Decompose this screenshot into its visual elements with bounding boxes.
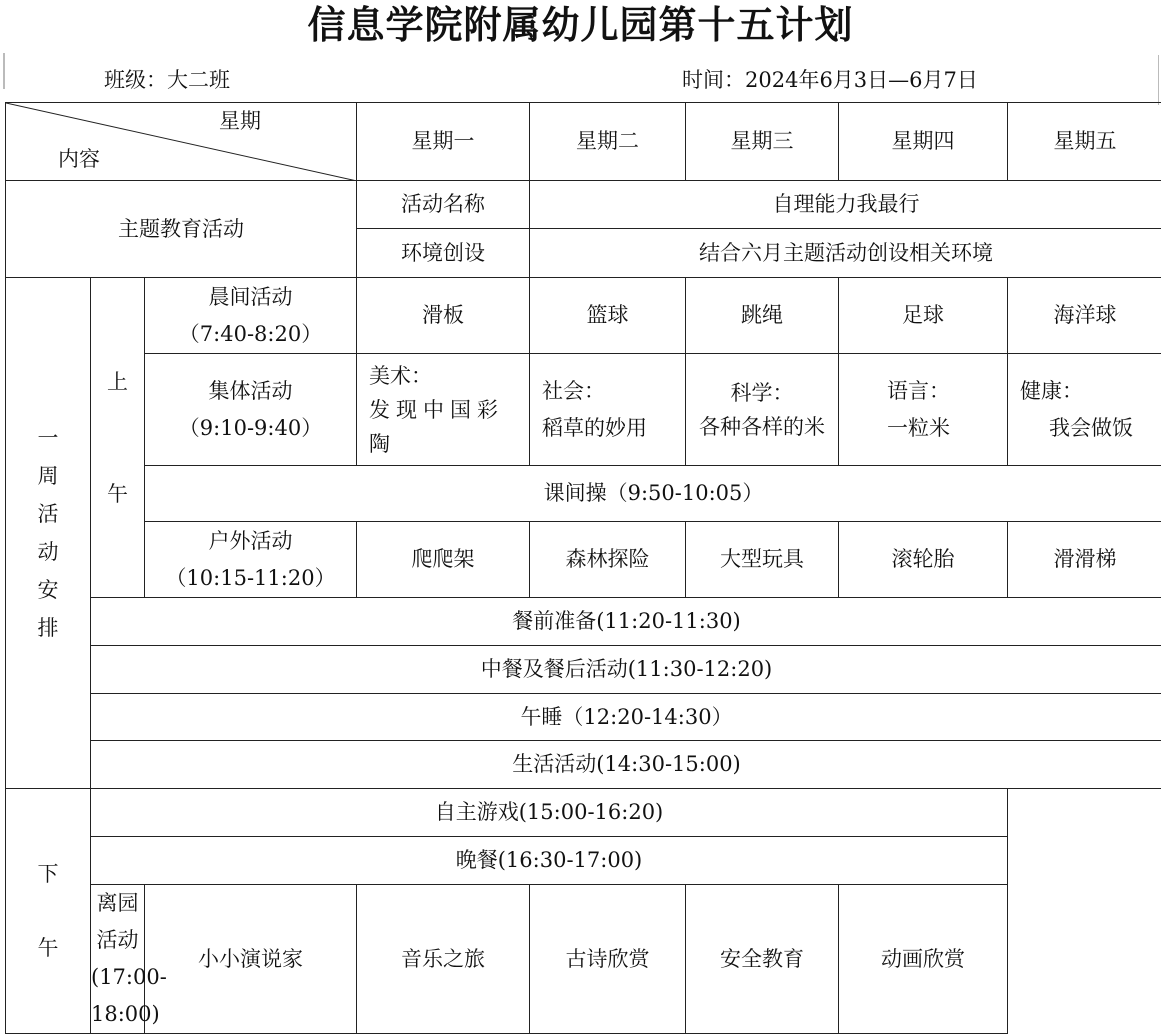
afternoon-text: 下午 bbox=[37, 837, 59, 985]
morning-label bbox=[91, 278, 145, 598]
dinner-row bbox=[6, 837, 1161, 885]
departure-activity-row bbox=[6, 885, 1161, 1034]
environment-value: 结合六月主题活动创设相关环境 bbox=[530, 229, 1161, 278]
corner-header-cell bbox=[6, 103, 357, 181]
morning-activity-wed: 跳绳 bbox=[686, 278, 839, 354]
life-activity-row bbox=[6, 741, 1161, 789]
group-activity-mon-subject: 美术： bbox=[369, 359, 529, 393]
week-arrangement-label bbox=[6, 278, 91, 789]
departure-activity-wed: 古诗欣赏 bbox=[530, 885, 686, 1034]
morning-activity-fri: 海洋球 bbox=[1008, 278, 1161, 354]
departure-activity-name: 离园活动 bbox=[91, 885, 144, 959]
group-activity-mon bbox=[357, 354, 530, 466]
schedule-table bbox=[5, 102, 1161, 1034]
morning-activity-time: （7:40-8:20） bbox=[145, 316, 356, 353]
group-activity-fri-subject: 健康： bbox=[1020, 373, 1161, 410]
departure-activity-fri: 动画欣赏 bbox=[839, 885, 1008, 1034]
departure-activity-time: (17:00-18:00) bbox=[91, 959, 144, 1033]
environment-label: 环境创设 bbox=[357, 229, 530, 278]
day-header-tue: 星期二 bbox=[530, 103, 686, 181]
morning-activity-mon: 滑板 bbox=[357, 278, 530, 354]
outdoor-activity-row bbox=[6, 522, 1161, 598]
group-activity-row bbox=[6, 354, 1161, 466]
group-activity-mon-topic: 发现中国彩陶 bbox=[369, 393, 519, 461]
header-row bbox=[6, 103, 1161, 181]
group-activity-wed-subject: 科学： bbox=[686, 376, 838, 410]
group-activity-time: （9:10-9:40） bbox=[145, 410, 356, 447]
day-header-wed: 星期三 bbox=[686, 103, 839, 181]
break-exercise-row bbox=[6, 466, 1161, 522]
theme-label: 主题教育活动 bbox=[6, 181, 357, 278]
page-title: 信息学院附属幼儿园第十五计划 bbox=[0, 0, 1161, 50]
group-activity-name: 集体活动 bbox=[145, 373, 356, 410]
activity-name-label: 活动名称 bbox=[357, 181, 530, 229]
departure-activity-thu: 安全教育 bbox=[686, 885, 839, 1034]
nap-row bbox=[6, 694, 1161, 741]
group-activity-thu bbox=[839, 354, 1008, 466]
group-activity-tue bbox=[530, 354, 686, 466]
morning-activity-thu: 足球 bbox=[839, 278, 1008, 354]
border-stub-left bbox=[3, 53, 5, 89]
corner-weekday-label: 星期 bbox=[219, 107, 261, 135]
life-activity: 生活活动(14:30-15:00) bbox=[91, 741, 1161, 789]
free-play: 自主游戏(15:00-16:20) bbox=[91, 789, 1008, 837]
lunch-row bbox=[6, 646, 1161, 694]
group-activity-label bbox=[145, 354, 357, 466]
group-activity-tue-topic: 稻草的妙用 bbox=[542, 410, 685, 447]
day-header-fri: 星期五 bbox=[1008, 103, 1161, 181]
group-activity-fri-topic: 我会做饭 bbox=[1020, 410, 1161, 447]
outdoor-activity-time: （10:15-11:20） bbox=[145, 560, 356, 597]
class-info: 班级：大二班 bbox=[104, 66, 230, 94]
break-exercise: 课间操（9:50-10:05） bbox=[145, 466, 1161, 522]
outdoor-activity-label bbox=[145, 522, 357, 598]
outdoor-activity-wed: 大型玩具 bbox=[686, 522, 839, 598]
departure-activity-tue: 音乐之旅 bbox=[357, 885, 530, 1034]
departure-activity-label bbox=[91, 885, 145, 1034]
morning-text: 上午 bbox=[107, 326, 129, 550]
morning-activity-name: 晨间活动 bbox=[145, 279, 356, 316]
morning-activity-row bbox=[6, 278, 1161, 354]
outdoor-activity-fri: 滑滑梯 bbox=[1008, 522, 1161, 598]
departure-activity-mon: 小小演说家 bbox=[145, 885, 357, 1034]
morning-activity-tue: 篮球 bbox=[530, 278, 686, 354]
outdoor-activity-thu: 滚轮胎 bbox=[839, 522, 1008, 598]
group-activity-tue-subject: 社会： bbox=[542, 373, 685, 410]
group-activity-wed bbox=[686, 354, 839, 466]
morning-activity-label bbox=[145, 278, 357, 354]
border-stub-right bbox=[1158, 55, 1159, 105]
date-info: 时间：2024年6月3日—6月7日 bbox=[682, 66, 978, 94]
outdoor-activity-tue: 森林探险 bbox=[530, 522, 686, 598]
week-arrangement-text: 一周活动安排 bbox=[37, 419, 59, 647]
nap: 午睡（12:20-14:30） bbox=[91, 694, 1161, 741]
theme-row-name bbox=[6, 181, 1161, 229]
outdoor-activity-mon: 爬爬架 bbox=[357, 522, 530, 598]
dinner: 晚餐(16:30-17:00) bbox=[91, 837, 1008, 885]
activity-name-value: 自理能力我最行 bbox=[530, 181, 1161, 229]
pre-meal-row bbox=[6, 598, 1161, 646]
group-activity-wed-topic: 各种各样的米 bbox=[697, 410, 827, 444]
outdoor-activity-name: 户外活动 bbox=[145, 523, 356, 560]
afternoon-label bbox=[6, 789, 91, 1034]
free-play-row bbox=[6, 789, 1161, 837]
corner-content-label: 内容 bbox=[58, 145, 100, 173]
day-header-mon: 星期一 bbox=[357, 103, 530, 181]
lunch: 中餐及餐后活动(11:30-12:20) bbox=[91, 646, 1161, 694]
group-activity-thu-subject: 语言： bbox=[887, 373, 1007, 410]
day-header-thu: 星期四 bbox=[839, 103, 1008, 181]
group-activity-thu-topic: 一粒米 bbox=[887, 410, 1007, 447]
pre-meal: 餐前准备(11:20-11:30) bbox=[91, 598, 1161, 646]
group-activity-fri bbox=[1008, 354, 1161, 466]
